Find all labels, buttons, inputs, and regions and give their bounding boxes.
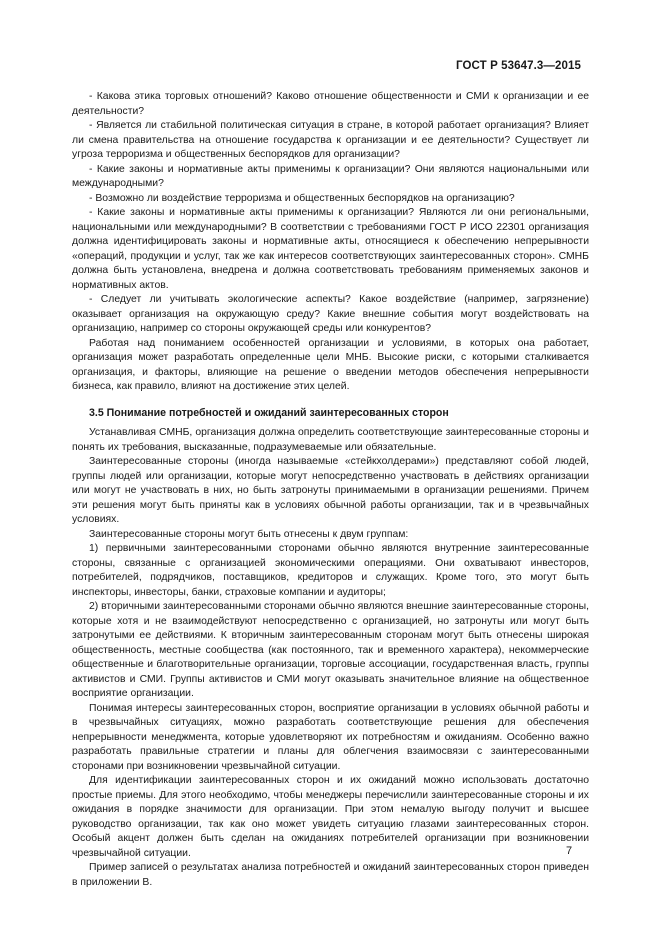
document-body bbox=[72, 90, 589, 890]
section-paragraph: Пример записей о результатах анализа потребностей и ожиданий заинтересованных сторон приведен в приложении В. bbox=[72, 862, 589, 888]
question-item: - Возможно ли воздействие терроризма и общественных беспорядков на организацию? bbox=[89, 192, 515, 204]
stakeholder-group-secondary: 2) вторичными заинтересованными сторонами обычно являются внешние заинтересованные стороны, которые хотя и не взаимодействуют непосредственно с организацией, но затронуты или могут быть затронутыми ее действиями. К вторичным заинтересованным сторонам могут быть отнесены широкая общественность, местные сообщества (как постоянного, так и временного характера), некоммерческие общественные и благотворительные организации, торговые ассоциации, государственная власть, группы активистов и СМИ. Группы активистов и СМИ могут оказывать значительное влияние на общественное восприятие организации. bbox=[72, 601, 589, 699]
section-heading: 3.5 Понимание потребностей и ожиданий заинтересованных сторон bbox=[89, 406, 449, 419]
section-paragraph: Заинтересованные стороны (иногда называемые «стейкхолдерами») представляют собой людей, группы людей или организации, которые могут непосредственно участвовать в действиях организации или могут не участвовать в них, но быть затронуты принимаемыми в организации решениями. Причем эти решения могут быть приняты как в условиях обычной работы организации, так и в чрезвычайных условиях. bbox=[72, 456, 589, 525]
section-paragraph: Для идентификации заинтересованных сторон и их ожиданий можно использовать достаточно простые приемы. Для этого необходимо, чтобы менеджеры перечислили заинтересованные стороны и их ожидания в порядке значимости для организации. При этом немалую выгоду получит и высшее руководство организации, так как оно может увидеть ситуацию глазами заинтересованных сторон. Особый акцент должен быть сделан на ожиданиях потребителей организации при возникновении чрезвычайной ситуации. bbox=[72, 775, 589, 859]
question-item: - Какие законы и нормативные акты применимы к организации? Являются ли они региональными, национальными или международными? В соответствии с требованиями ГОСТ Р ИСО 22301 организация должна идентифицировать законы и нормативные акты, относящиеся к обеспечению непрерывности «операций, продукции и услуг, так же как интересов соответствующих заинтересованных сторон». СМНБ должна быть установлена, внедрена и должна соответствовать требованиям применяемых законов и нормативных актов. bbox=[72, 207, 589, 291]
section-paragraph: Заинтересованные стороны могут быть отнесены к двум группам: bbox=[89, 528, 409, 540]
closing-paragraph: Работая над пониманием особенностей организации и условиями, в которых она работает, организация может разработать определенные цели МНБ. Высокие риски, с которыми сталкивается организация, и факторы, влияющие на решение о введении методов обеспечения непрерывности бизнеса, как правило, влияют на достижение этих целей. bbox=[72, 337, 589, 392]
question-item: - Какие законы и нормативные акты применимы к организации? Они являются национальными или международными? bbox=[72, 163, 589, 189]
stakeholder-group-primary: 1) первичными заинтересованными сторонами обычно являются внутренние заинтересованные стороны, связанные с организацией экономическими операциями. Они охватывают инвесторов, потребителей, подрядчиков, поставщиков, кредиторов и служащих. Кроме того, это могут быть инспекторы, инвесторы, банки, страховые компании и аудиторы; bbox=[72, 543, 589, 598]
question-item: - Следует ли учитывать экологические аспекты? Какое воздействие (например, загрязнение) оказывает организация на окружающую среду? Какие внешние события могут воздействовать на организацию, например со стороны окружающей среды или конкурентов? bbox=[72, 294, 589, 334]
question-item: - Какова этика торговых отношений? Каково отношение общественности и СМИ к организации и ее деятельности? bbox=[72, 91, 589, 117]
section-paragraph: Понимая интересы заинтересованных сторон, восприятие организации в условиях обычной работы и в чрезвычайных ситуациях, можно разработать соответствующие решения для обеспечения непрерывности менеджмента, которые удовлетворяют их потребностям и ожиданиям. Особенно важно разработать правильные стратегии и планы для облегчения взаимосвязи с заинтересованными сторонами при возникновении чрезвычайной ситуации. bbox=[72, 702, 589, 772]
page-header-standard: ГОСТ Р 53647.3—2015 bbox=[456, 60, 581, 72]
question-item: - Является ли стабильной политическая ситуация в стране, в которой работает организация? Влияет ли смена правительства на отношение государства к организации и ее деятельности? Существует ли угроза терроризма и общественных беспорядков для организации? bbox=[72, 120, 589, 160]
page-number: 7 bbox=[566, 845, 573, 857]
section-paragraph: Устанавливая СМНБ, организация должна определить соответствующие заинтересованные стороны и понять их требования, высказанные, подразумеваемые или обязательные. bbox=[72, 427, 589, 453]
